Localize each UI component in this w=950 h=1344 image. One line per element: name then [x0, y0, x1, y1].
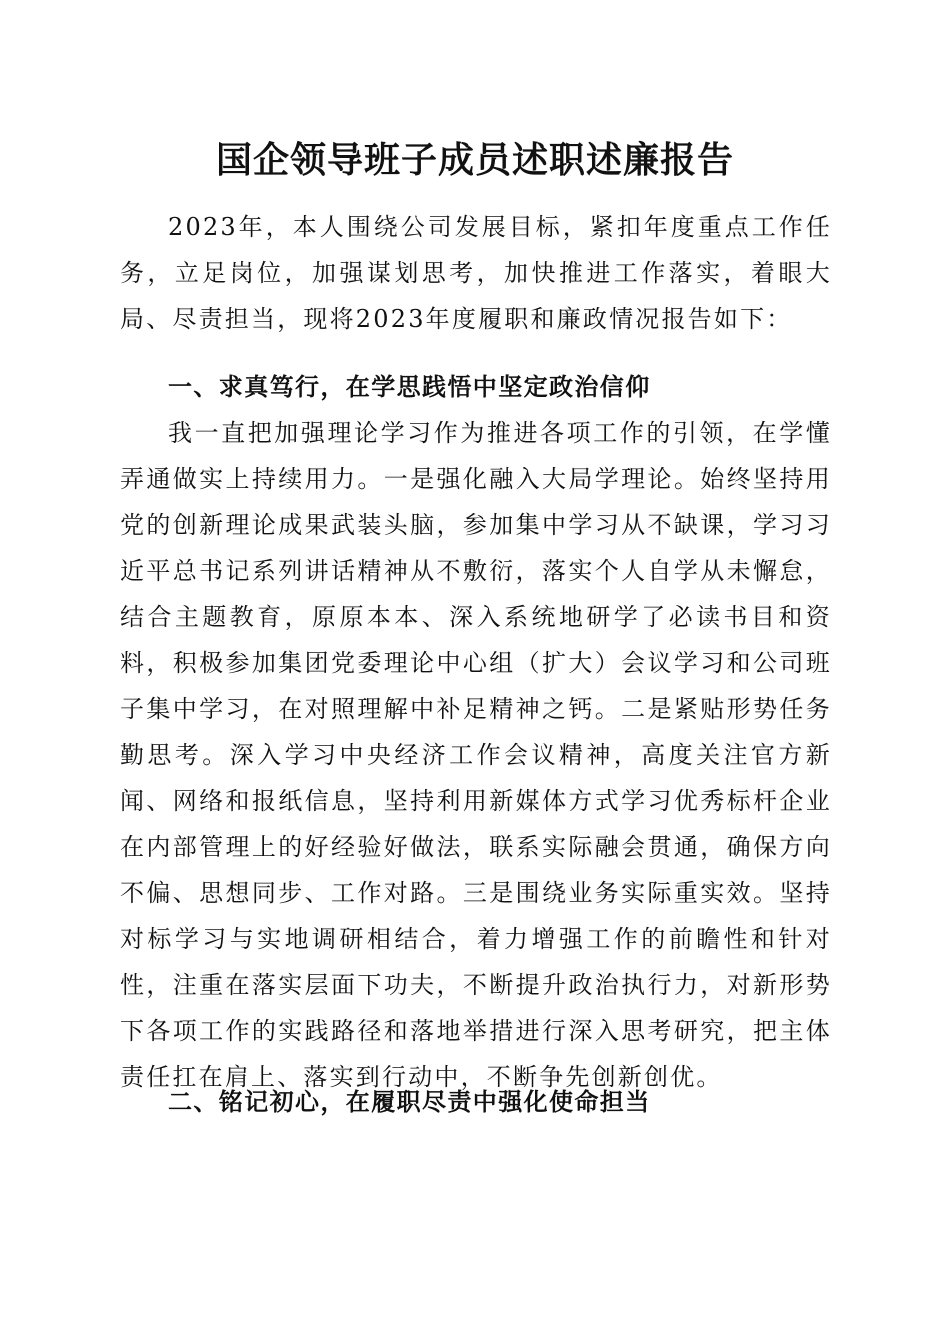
section-2-heading: 二、铭记初心，在履职尽责中强化使命担当 — [168, 1088, 651, 1116]
intro-paragraph: 2023年，本人围绕公司发展目标，紧扣年度重点工作任务，立足岗位，加强谋划思考，加快推进工作落实，着眼大局、尽责担当，现将2023年度履职和廉政情况报告如下： — [120, 213, 832, 333]
intro-block — [120, 204, 832, 342]
section-1-heading-block — [120, 364, 832, 410]
document-title: 国企领导班子成员述职述廉报告 — [215, 139, 734, 181]
section-1-heading: 一、求真笃行，在学思践悟中坚定政治信仰 — [168, 373, 651, 401]
section-1-paragraph: 我一直把加强理论学习作为推进各项工作的引领，在学懂弄通做实上持续用力。一是强化融入大局学理论。始终坚持用党的创新理论成果武装头脑，参加集中学习从不缺课，学习习近平总书记系列讲话精神从不敷衍，落实个人自学从未懈怠，结合主题教育，原原本本、深入系统地研学了必读书目和资料，积极参加集团党委理论中心组（扩大）会议学习和公司班子集中学习，在对照理解中补足精神之钙。二是紧贴形势任务勤思考。深入学习中央经济工作会议精神，高度关注官方新闻、网络和报纸信息，坚持利用新媒体方式学习优秀标杆企业在内部管理上的好经验好做法，联系实际融会贯通，确保方向不偏、思想同步、工作对路。三是围绕业务实际重实效。坚持对标学习与实地调研相结合，着力增强工作的前瞻性和针对性，注重在落实层面下功夫，不断提升政治执行力，对新形势下各项工作的实践路径和落地举措进行深入思考研究，把主体责任扛在肩上、落实到行动中，不断争先创新创优。 — [120, 419, 832, 1091]
section-1-body-block — [120, 410, 832, 1100]
section-2-heading-block — [120, 1079, 832, 1125]
